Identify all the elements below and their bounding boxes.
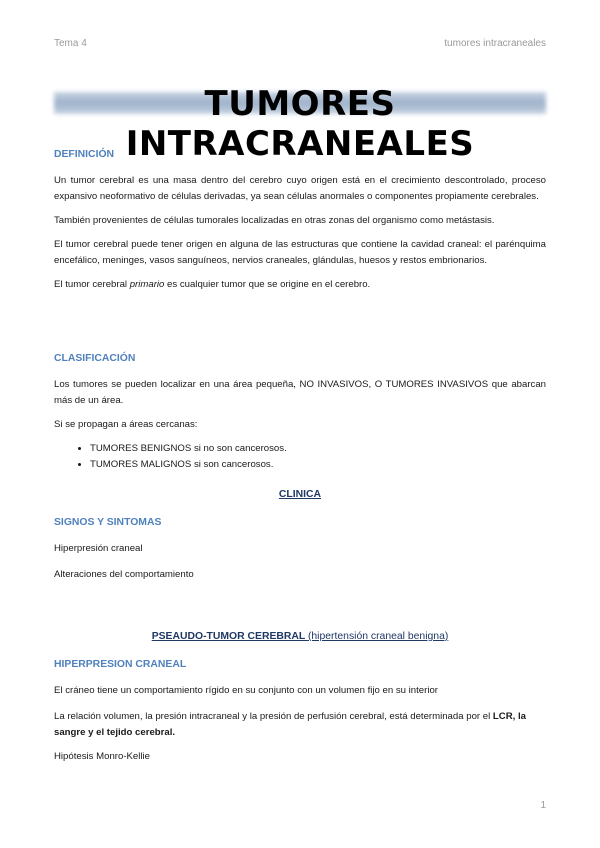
paragraph: Si se propagan a áreas cercanas: [54,419,198,430]
section-heading-pseudotumor [54,629,546,645]
list-item: • TUMORES MALIGNOS si son cancerosos. [90,457,546,473]
document-body [54,147,546,773]
bold-term: LCR, la sangre y el tejido cerebral. [54,711,526,738]
text-run: PSEAUDO-TUMOR CEREBRAL [151,631,308,642]
section-heading-clinica: CLINICA [278,489,322,500]
paragraph [54,277,546,293]
bullet-list [54,441,546,473]
document-title: TUMORES INTRACRANEALES [125,84,475,164]
paragraph: Hiperpresión craneal [54,543,143,554]
header-chapter: Tema 4 [54,38,87,49]
paragraph: Los tumores se pueden localizar en una área pequeña, NO INVASIVOS, O TUMORES INVASIVOS que abarcan más de un área. [54,379,546,406]
subheading-hiperpresion: HIPERPRESION CRANEAL [54,659,187,670]
paragraph: El cráneo tiene un comportamiento rígido en su conjunto con un volumen fijo en su interior [54,685,438,696]
section-heading-definicion: DEFINICIÓN [54,149,115,160]
subheading-signos: SIGNOS Y SINTOMAS [54,517,162,528]
paragraph: Alteraciones del comportamiento [54,569,194,580]
paragraph: Hipótesis Monro-Kellie [54,751,150,762]
italic-term: primario [129,279,165,290]
paragraph: También provenientes de células tumorales localizadas en otras zonas del organismo como metástasis. [54,215,495,226]
text-run: (hipertensión craneal benigna) [307,631,449,642]
paragraph [54,709,546,741]
paragraph: El tumor cerebral puede tener origen en alguna de las estructuras que contiene la cavidad craneal: el parénquima encefálico, meninges, vasos sanguíneos, nervios craneales, glándulas, huesos y restos embrionarios. [54,239,546,266]
text-run: El tumor cerebral [54,279,130,290]
text-run: es cualquier tumor que se origine en el cerebro. [164,279,371,290]
text-run: La relación volumen, la presión intracraneal y la presión de perfusión cerebral, está determinada por el [54,711,493,722]
section-heading-clasificacion: CLASIFICACIÓN [54,353,136,364]
paragraph: Un tumor cerebral es una masa dentro del cerebro cuyo origen está en el crecimiento descontrolado, proceso expansivo neoformativo de células derivadas, ya sean células anormales o componentes propiamente cerebrales. [54,175,546,202]
header-topic: tumores intracraneales [444,38,546,49]
list-item: • TUMORES BENIGNOS si no son cancerosos. [90,441,546,457]
page-number: 1 [540,800,546,811]
